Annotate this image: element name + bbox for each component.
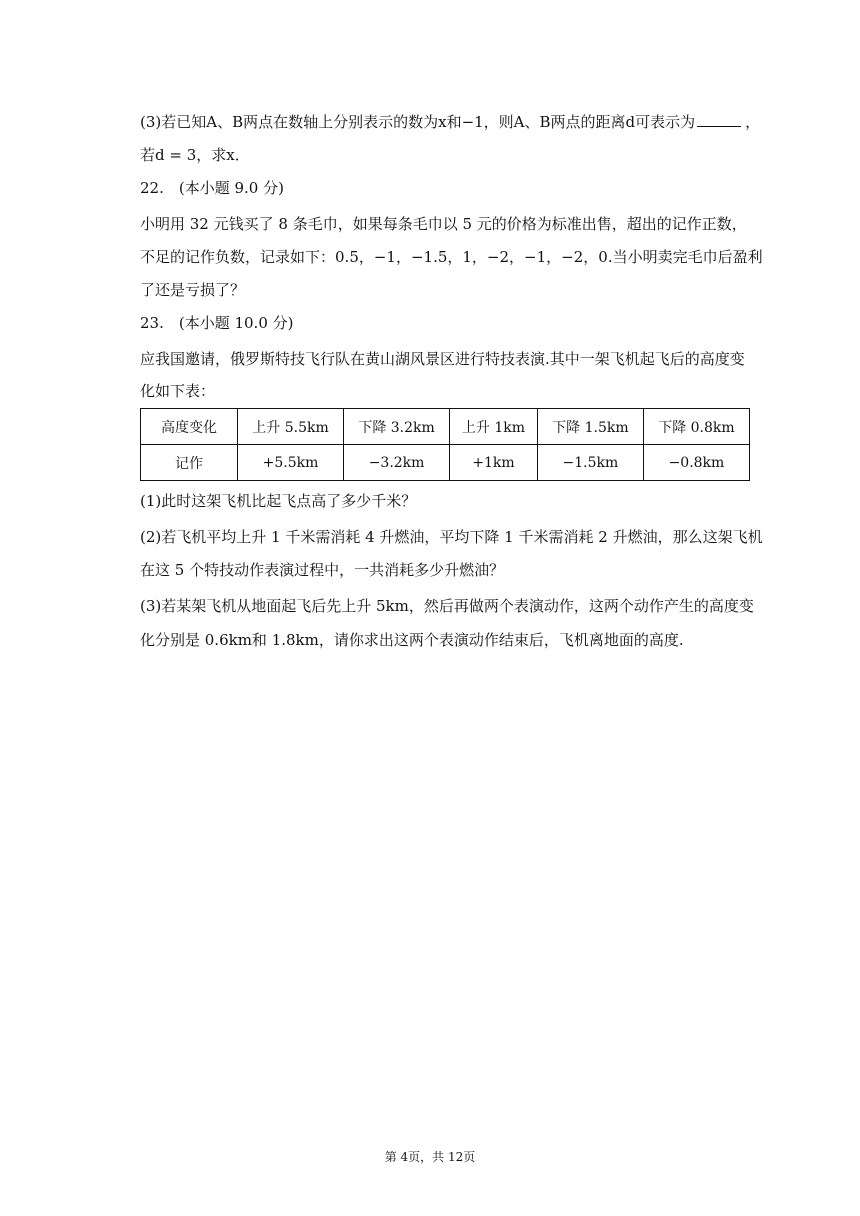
table-cell: 记作: [141, 445, 238, 481]
q23-heading: 23. (本小题 10.0 分): [140, 314, 294, 332]
q23-paragraph-line2: 化如下表：: [140, 382, 216, 400]
q23-sub3-line1: (3)若某架飞机从地面起飞后先上升 5km，然后再做两个表演动作，这两个动作产生的高度变: [140, 597, 754, 615]
q21-part3-text: (3)若已知A、B两点在数轴上分别表示的数为x和−1，则A、B两点的距离d可表示为: [140, 113, 696, 131]
table-cell: −1.5km: [537, 445, 643, 481]
table-cell: −3.2km: [344, 445, 450, 481]
table-cell: 下降 0.8km: [643, 409, 749, 445]
q22-heading: 22. (本小题 9.0 分): [140, 179, 284, 197]
q22-paragraph-line2: 不足的记作负数，记录如下：0.5，−1，−1.5，1，−2，−1，−2，0.当小明卖完毛巾后盈利: [140, 248, 763, 266]
q23-sub2-line1: (2)若飞机平均上升 1 千米需消耗 4 升燃油，平均下降 1 千米需消耗 2 升燃油，那么这架飞机: [140, 528, 763, 546]
table-cell: +5.5km: [238, 445, 344, 481]
table-cell: −0.8km: [643, 445, 749, 481]
q23-sub2-line2: 在这 5 个特技动作表演过程中，一共消耗多少升燃油？: [140, 561, 505, 579]
answer-blank: [697, 112, 741, 127]
q21-part3-line2: 若d = 3，求x．: [140, 146, 250, 164]
table-cell: 下降 1.5km: [537, 409, 643, 445]
page-footer: 第 4页，共 12页: [384, 1150, 476, 1164]
table-cell: 上升 1km: [450, 409, 538, 445]
q23-paragraph-line1: 应我国邀请，俄罗斯特技飞行队在黄山湖风景区进行特技表演.其中一架飞机起飞后的高度变: [140, 350, 745, 368]
table-row: [141, 445, 750, 481]
q21-part3-comma: ，: [745, 113, 761, 131]
table-cell: 下降 3.2km: [344, 409, 450, 445]
table-cell: 上升 5.5km: [238, 409, 344, 445]
q23-sub1: (1)此时这架飞机比起飞点高了多少千米？: [140, 492, 417, 510]
q22-paragraph-line3: 了还是亏损了？: [140, 281, 246, 299]
altitude-change-table: [140, 408, 750, 481]
q21-part3-line1: [140, 112, 760, 132]
table-cell: +1km: [450, 445, 538, 481]
table-row: [141, 409, 750, 445]
q23-sub3-line2: 化分别是 0.6km和 1.8km，请你求出这两个表演动作结束后，飞机离地面的高度.: [140, 631, 684, 649]
q22-paragraph-line1: 小明用 32 元钱买了 8 条毛巾，如果每条毛巾以 5 元的价格为标准出售，超出的记作正数，: [140, 215, 747, 233]
table-cell: 高度变化: [141, 409, 238, 445]
